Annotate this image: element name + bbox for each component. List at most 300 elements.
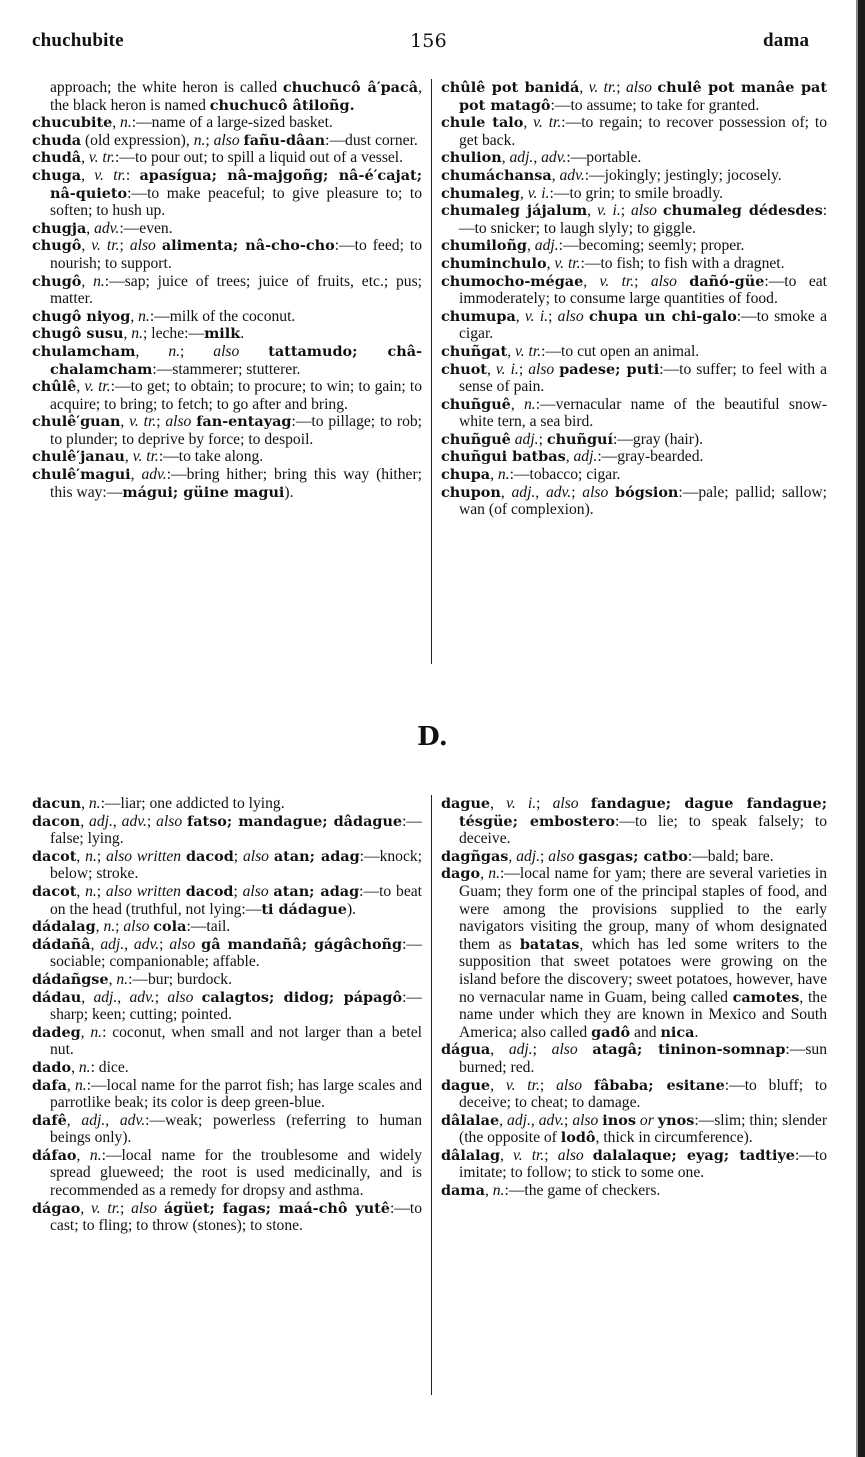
grammar-label: adj. bbox=[516, 847, 541, 865]
definition-text: :—dust corner. bbox=[325, 131, 418, 149]
grammar-label: adj. bbox=[81, 1111, 106, 1129]
definition-text bbox=[239, 343, 268, 360]
definition-text: :—false; lying. bbox=[50, 812, 423, 848]
headword: dáfao bbox=[32, 1146, 77, 1164]
section-heading-d: D. bbox=[417, 722, 448, 752]
definition-text: :—to snicker; to laugh slyly; to giggle. bbox=[459, 202, 828, 237]
grammar-label: also bbox=[213, 131, 240, 149]
definition-text: , the black heron is named bbox=[50, 79, 422, 114]
grammar-label: v. tr. bbox=[129, 413, 157, 431]
dictionary-entry bbox=[441, 1112, 827, 1147]
bold-term: fañu-dâan bbox=[243, 131, 326, 149]
grammar-label: adv. bbox=[94, 219, 120, 237]
dictionary-entry bbox=[32, 343, 422, 378]
grammar-label: also bbox=[582, 483, 609, 501]
definition-text: ; bbox=[548, 307, 558, 325]
definition-text: , bbox=[130, 307, 139, 325]
definition-text: :—to imitate; to follow; to stick to some one. bbox=[459, 1146, 827, 1182]
definition-text: , bbox=[81, 795, 89, 812]
definition-text: , bbox=[583, 272, 600, 290]
column-top-right bbox=[441, 79, 827, 519]
definition-text: , bbox=[76, 1146, 90, 1164]
definition-text: :—sap; juice of trees; juice of fruits, etc.; pus; matter. bbox=[50, 272, 423, 308]
definition-text: ; bbox=[119, 237, 130, 255]
definition-text: :—to get; to obtain; to procure; to win; to gain; to acquire; to bring; to fetch; to go after and bring. bbox=[50, 378, 423, 413]
grammar-label: also bbox=[528, 360, 555, 378]
definition-text: :—weak; powerless (referring to human beings only). bbox=[50, 1111, 422, 1147]
headword: dafê bbox=[32, 1111, 67, 1129]
entry-continuation bbox=[32, 79, 422, 114]
definition-text: :—to assume; to take for granted. bbox=[550, 96, 760, 114]
definition-text: and bbox=[630, 1023, 661, 1041]
definition-text: ; bbox=[205, 131, 214, 149]
grammar-label: v. tr. bbox=[91, 237, 120, 255]
headword: dacun bbox=[32, 795, 82, 812]
definition-text: , bbox=[530, 1111, 539, 1129]
grammar-label: adj. bbox=[89, 812, 113, 830]
bold-term: chupa un chi-galo bbox=[588, 307, 737, 325]
bold-term: chumaleg dédesdes bbox=[662, 202, 823, 220]
dictionary-entry bbox=[441, 149, 827, 167]
definition-text: ; leche:— bbox=[143, 325, 205, 343]
column-bottom-right bbox=[441, 795, 827, 1200]
grammar-label: n. bbox=[120, 114, 132, 132]
dictionary-entry bbox=[32, 132, 422, 150]
grammar-label: also bbox=[572, 1111, 599, 1129]
headword: chuñgui batbas bbox=[441, 448, 566, 466]
definition-text: :—vernacular name of the beautiful snow-white tern, a sea bird. bbox=[459, 395, 828, 431]
definition-text: . bbox=[240, 325, 245, 343]
grammar-label: also bbox=[165, 413, 192, 431]
dictionary-entry bbox=[441, 237, 827, 255]
bold-term: gâ mandañâ; gágâchoñg bbox=[201, 935, 403, 953]
grammar-label: n. bbox=[116, 970, 129, 988]
grammar-label: v. tr. bbox=[88, 149, 116, 167]
dictionary-entry bbox=[32, 989, 422, 1024]
bold-term: chuñguí bbox=[546, 430, 613, 448]
grammar-label: adv. bbox=[559, 166, 585, 184]
definition-text: , bbox=[80, 1023, 91, 1041]
headword: chulamcham bbox=[32, 342, 136, 360]
definition-text: :—bald; bare. bbox=[687, 847, 774, 865]
grammar-label: adj. bbox=[511, 483, 536, 501]
definition-text: , bbox=[484, 1182, 493, 1200]
definition-text: ; bbox=[539, 1076, 557, 1094]
dictionary-entry bbox=[441, 361, 827, 396]
definition-text: , bbox=[490, 1076, 506, 1094]
headword: chulion bbox=[441, 149, 502, 167]
headword: chulê′magui bbox=[32, 466, 131, 484]
dictionary-entry bbox=[441, 202, 827, 237]
headword: chumaleg bbox=[441, 184, 520, 202]
dictionary-entry bbox=[441, 448, 827, 466]
dictionary-entry bbox=[32, 1112, 422, 1147]
definition-text: , bbox=[500, 483, 512, 501]
definition-text: , bbox=[546, 254, 555, 272]
definition-text: approach; the white heron is called bbox=[50, 79, 283, 96]
bold-term: ágüet; fagas; maá-chô yutê bbox=[163, 1199, 390, 1217]
definition-text: :—knock; below; stroke. bbox=[50, 847, 423, 883]
bold-term: chulê pot manâe pat pot matagô bbox=[459, 79, 827, 114]
definition-text: , bbox=[81, 237, 92, 255]
definition-text: :—slim; thin; slender (the opposite of bbox=[459, 1111, 828, 1147]
grammar-label: also bbox=[556, 1076, 583, 1094]
grammar-label: n. bbox=[93, 272, 105, 290]
definition-text: :—gray-bearded. bbox=[597, 448, 704, 466]
definition-text: :—to smoke a cigar. bbox=[459, 307, 827, 343]
definition-text: ; bbox=[532, 1041, 552, 1059]
bold-term: fan-entayag bbox=[196, 413, 292, 431]
headword: chumocho-mégae bbox=[441, 272, 584, 290]
definition-text: , bbox=[490, 795, 507, 812]
definition-text: : bbox=[125, 166, 140, 184]
grammar-label: also bbox=[548, 847, 575, 865]
definition-text: :—to make peaceful; to give pleasure to; to soften; to hush up. bbox=[50, 184, 422, 220]
definition-text: , bbox=[123, 325, 132, 343]
headword: dacon bbox=[32, 812, 81, 830]
definition-text: , bbox=[135, 342, 169, 360]
grammar-label: n. bbox=[131, 325, 143, 343]
grammar-label: v. tr. bbox=[514, 342, 542, 360]
definition-text: , bbox=[500, 1146, 513, 1164]
definition-text: . bbox=[694, 1023, 699, 1041]
definition-text: , bbox=[501, 149, 510, 167]
definition-text: , bbox=[519, 184, 528, 202]
definition-text: :—to grin; to smile broadly. bbox=[549, 184, 724, 202]
grammar-label: also bbox=[557, 307, 584, 325]
definition-text bbox=[584, 1147, 593, 1164]
dictionary-entry bbox=[32, 325, 422, 343]
dictionary-entry bbox=[32, 273, 422, 308]
definition-text: :—to pillage; to rob; to plunder; to deprive by force; to despoil. bbox=[50, 413, 423, 448]
definition-text: :—even. bbox=[119, 219, 173, 237]
grammar-label: also bbox=[552, 795, 579, 812]
grammar-label: v. i. bbox=[527, 184, 550, 202]
bold-term: bógsion bbox=[615, 483, 679, 501]
dictionary-entry bbox=[441, 795, 827, 848]
headword: chuñguê bbox=[441, 430, 511, 448]
grammar-label: n. bbox=[75, 1076, 87, 1094]
definition-text: :—to fish; to fish with a dragnet. bbox=[580, 254, 785, 272]
definition-text: (old expression), bbox=[81, 131, 194, 149]
headword: dague bbox=[441, 795, 491, 812]
definition-text: , bbox=[535, 483, 546, 501]
grammar-label: adv. bbox=[119, 1111, 146, 1129]
definition-text: ; bbox=[180, 342, 214, 360]
headword: chupon bbox=[441, 483, 501, 501]
headword: chuot bbox=[441, 360, 487, 378]
definition-text bbox=[578, 1041, 593, 1058]
grammar-label: also bbox=[630, 202, 657, 220]
definition-text: , bbox=[105, 1111, 120, 1129]
grammar-label: adj. bbox=[534, 237, 559, 255]
grammar-label: v. i. bbox=[524, 307, 549, 325]
definition-text: , bbox=[510, 395, 524, 413]
bold-term: alimenta; nâ-cho-cho bbox=[161, 237, 335, 255]
headword: chucubite bbox=[32, 114, 113, 132]
headword: chuñguê bbox=[441, 395, 511, 413]
grammar-label: v. tr. bbox=[513, 1146, 545, 1164]
grammar-label: v. i. bbox=[506, 795, 537, 812]
headword: chugô niyog bbox=[32, 307, 131, 325]
dictionary-entry bbox=[32, 795, 422, 813]
definition-text: ). bbox=[284, 483, 294, 501]
grammar-label: n. bbox=[193, 131, 206, 149]
definition-text: : dice. bbox=[90, 1058, 129, 1076]
definition-text: , bbox=[587, 202, 597, 220]
dictionary-entry bbox=[32, 448, 422, 466]
definition-text: , bbox=[120, 413, 130, 431]
grammar-label: v. tr. bbox=[84, 378, 111, 396]
grammar-label: v. tr. bbox=[533, 114, 562, 132]
grammar-label: adj. bbox=[514, 430, 539, 448]
headword: dâlalag bbox=[441, 1146, 501, 1164]
definition-text: :—to cut open an animal. bbox=[541, 342, 700, 360]
definition-text: :—local name for the troublesome and widely spread glueweed; the root is used medicinally, and is recommended as a remedy for dropsy and asthma. bbox=[50, 1146, 422, 1200]
dictionary-entry bbox=[441, 185, 827, 203]
grammar-label: adv. bbox=[121, 812, 147, 830]
headword: chulê′janau bbox=[32, 448, 125, 466]
grammar-label: n. bbox=[103, 918, 116, 936]
headword: dádau bbox=[32, 988, 82, 1006]
definition-text: :—becoming; seemly; proper. bbox=[558, 237, 745, 255]
definition-text: :—bring hither; bring this way (hither; this way:— bbox=[50, 466, 422, 501]
headword: dadeg bbox=[32, 1023, 81, 1041]
bold-term: camotes bbox=[732, 988, 800, 1006]
headword: chûlê pot banidá bbox=[441, 79, 580, 96]
definition-text: ; bbox=[564, 1111, 573, 1129]
grammar-label: v. tr. bbox=[588, 79, 617, 96]
definition-text: , bbox=[579, 79, 589, 96]
grammar-label: v. tr. bbox=[505, 1076, 540, 1094]
definition-text: , bbox=[80, 812, 90, 830]
grammar-label: adv. bbox=[541, 149, 567, 167]
dictionary-entry bbox=[441, 1147, 827, 1182]
definition-text: ; bbox=[518, 360, 529, 378]
definition-text: ; bbox=[154, 988, 168, 1006]
definition-text bbox=[157, 1200, 164, 1217]
headword: dádalag bbox=[32, 918, 96, 936]
grammar-label: n. bbox=[524, 395, 536, 413]
header-right-guide-word: dama bbox=[763, 30, 810, 51]
definition-text: , bbox=[108, 970, 117, 988]
definition-text: , bbox=[508, 847, 517, 865]
definition-text: , bbox=[95, 918, 104, 936]
grammar-label: n. bbox=[488, 865, 500, 883]
headword: dague bbox=[441, 1076, 491, 1094]
dictionary-entry bbox=[441, 848, 827, 866]
grammar-label: adj. bbox=[93, 988, 118, 1006]
definition-text: , bbox=[76, 847, 86, 865]
headword: chumupa bbox=[441, 307, 516, 325]
definition-text: , bbox=[81, 272, 94, 290]
definition-text: :—liar; one addicted to lying. bbox=[100, 795, 285, 812]
definition-text: :—sun burned; red. bbox=[459, 1041, 827, 1076]
definition-text: :—to pour out; to spill a liquid out of a vessel. bbox=[115, 149, 404, 167]
grammar-label: also bbox=[551, 1041, 578, 1059]
definition-text: ; bbox=[96, 882, 106, 900]
definition-text: :—to beat on the head (truthful, not lying:— bbox=[50, 882, 422, 918]
bold-term: dalalaque; eyag; tadtiye bbox=[592, 1146, 795, 1164]
headword: dâlalae bbox=[441, 1111, 500, 1129]
dictionary-entry bbox=[32, 1059, 422, 1077]
headword: chule talo bbox=[441, 114, 524, 132]
grammar-label: n. bbox=[88, 795, 101, 812]
dictionary-entry bbox=[441, 343, 827, 361]
headword: dacot bbox=[32, 847, 77, 865]
definition-text: :—to bluff; to deceive; to cheat; to damage. bbox=[459, 1076, 827, 1112]
headword: chuminchulo bbox=[441, 254, 547, 272]
grammar-label: also bbox=[156, 812, 183, 830]
definition-text: , bbox=[112, 812, 122, 830]
grammar-label: v. tr. bbox=[91, 1199, 120, 1217]
dictionary-entry bbox=[441, 79, 827, 114]
definition-text: ; bbox=[120, 1199, 132, 1217]
definition-text: ; bbox=[159, 935, 170, 953]
bold-term: tattamudo; châ-chalamcham bbox=[50, 342, 423, 378]
definition-text: ; bbox=[571, 483, 583, 501]
bold-term: gasgas; catbo bbox=[578, 847, 688, 865]
definition-text: , bbox=[490, 1041, 509, 1059]
bold-term: lodô bbox=[560, 1129, 596, 1147]
definition-text: , thick in circumference). bbox=[595, 1129, 753, 1147]
headword: dama bbox=[441, 1182, 485, 1200]
definition-text: : coconut, when small and not larger than a betel nut. bbox=[50, 1023, 422, 1059]
definition-text: :—pale; pallid; sallow; wan (of complexion). bbox=[459, 483, 828, 519]
headword: chugô bbox=[32, 237, 82, 255]
bold-term: padese; puti bbox=[559, 360, 660, 378]
definition-text: :—local name for the parrot fish; has large scales and parrotlike beak; its color is deep green-blue. bbox=[50, 1076, 422, 1112]
definition-text: ; bbox=[96, 847, 107, 865]
grammar-label: also bbox=[242, 847, 269, 865]
definition-text: ; bbox=[616, 79, 626, 96]
bold-term: ti dádague bbox=[261, 900, 347, 918]
definition-text: :—tail. bbox=[186, 918, 231, 936]
grammar-label: n. bbox=[85, 882, 97, 900]
bold-term: fatso; mandague; dâdague bbox=[187, 812, 403, 830]
dictionary-entry bbox=[32, 1200, 422, 1235]
definition-text: :—milk of the coconut. bbox=[149, 307, 296, 325]
definition-text: , bbox=[124, 448, 133, 466]
dictionary-entry bbox=[441, 1077, 827, 1112]
definition-text: , bbox=[499, 1111, 508, 1129]
definition-text: :—bur; burdock. bbox=[128, 970, 233, 988]
definition-text: :—to feed; to nourish; to support. bbox=[50, 237, 423, 272]
definition-text: :—portable. bbox=[566, 149, 642, 167]
definition-text: , bbox=[507, 342, 515, 360]
headword: dado bbox=[32, 1058, 72, 1076]
bold-term: dacod bbox=[185, 847, 234, 865]
definition-text: ; bbox=[146, 812, 157, 830]
dictionary-entry bbox=[32, 220, 422, 238]
definition-text: , bbox=[515, 307, 525, 325]
bold-term: apasígua; nâ-majgoñg; nâ-é′cajat; nâ-quieto bbox=[50, 166, 423, 202]
bold-term: milk bbox=[204, 325, 241, 343]
page-number: 156 bbox=[410, 30, 447, 52]
grammar-label: adv. bbox=[538, 1111, 564, 1129]
definition-text: ; bbox=[634, 272, 651, 290]
grammar-label: adj. bbox=[507, 1111, 531, 1129]
dictionary-entry bbox=[32, 883, 422, 918]
definition-text: , bbox=[66, 1111, 82, 1129]
definition-text: , bbox=[480, 865, 489, 883]
definition-text: , bbox=[124, 935, 134, 953]
definition-text: ; bbox=[540, 847, 549, 865]
headword: chuga bbox=[32, 166, 82, 184]
definition-text: , bbox=[71, 1058, 79, 1076]
headword: dagñgas bbox=[441, 847, 509, 865]
definition-text: , bbox=[112, 114, 121, 132]
definition-text: ; bbox=[620, 202, 631, 220]
dictionary-entry bbox=[32, 114, 422, 132]
bold-term: gadô bbox=[591, 1023, 631, 1041]
bold-term: nica bbox=[660, 1023, 695, 1041]
grammar-label: v. tr. bbox=[94, 166, 126, 184]
definition-text: , bbox=[551, 166, 560, 184]
grammar-label: also bbox=[650, 272, 677, 290]
definition-text: ). bbox=[346, 900, 357, 918]
dictionary-entry bbox=[32, 413, 422, 448]
headword: chudâ bbox=[32, 149, 82, 167]
dictionary-entry bbox=[32, 813, 422, 848]
grammar-label: n. bbox=[89, 1146, 102, 1164]
dictionary-entry bbox=[441, 865, 827, 1041]
definition-text: :—to take along. bbox=[158, 448, 264, 466]
headword: chugja bbox=[32, 219, 87, 237]
grammar-label: or bbox=[639, 1111, 654, 1129]
headword: chumáchansa bbox=[441, 166, 552, 184]
dictionary-entry bbox=[441, 1041, 827, 1076]
grammar-label: v. i. bbox=[495, 360, 519, 378]
grammar-label: also bbox=[129, 237, 156, 255]
dictionary-entry bbox=[441, 466, 827, 484]
headword: dacot bbox=[32, 882, 77, 900]
definition-text: :—to regain; to recover possession of; to get back. bbox=[459, 114, 828, 149]
headword: dago bbox=[441, 865, 481, 883]
definition-text bbox=[193, 989, 201, 1006]
definition-text: :—sociable; companionable; affable. bbox=[50, 935, 423, 971]
definition-text: :—sharp; keen; cutting; pointed. bbox=[50, 988, 423, 1024]
grammar-label: adj. bbox=[100, 935, 125, 953]
headword: chûlê bbox=[32, 378, 77, 396]
bold-term: fandague; dague fandague; tésgüe; embostero bbox=[459, 795, 828, 830]
definition-text: ; bbox=[544, 1146, 558, 1164]
grammar-label: adj. bbox=[509, 149, 534, 167]
grammar-label: v. tr. bbox=[554, 254, 581, 272]
definition-text: , bbox=[565, 448, 574, 466]
grammar-label: also bbox=[625, 79, 652, 96]
headword: dágao bbox=[32, 1199, 81, 1217]
bold-term: calagtos; didog; pápagô bbox=[201, 988, 403, 1006]
definition-text: , bbox=[66, 1076, 75, 1094]
grammar-label: also bbox=[169, 935, 196, 953]
definition-text: , bbox=[76, 378, 85, 396]
definition-text: , bbox=[81, 988, 94, 1006]
definition-text: :—jokingly; jestingly; jocosely. bbox=[584, 166, 782, 184]
dictionary-entry bbox=[32, 237, 422, 272]
grammar-label: also bbox=[123, 918, 150, 936]
dictionary-entry bbox=[32, 378, 422, 413]
definition-text: :—to cast; to fling; to throw (stones); to stone. bbox=[50, 1199, 423, 1235]
definition-text: :—tobacco; cigar. bbox=[509, 466, 621, 484]
definition-text: :—the game of checkers. bbox=[504, 1182, 661, 1200]
definition-text: , bbox=[81, 149, 89, 167]
dictionary-entry bbox=[32, 918, 422, 936]
grammar-label: v. tr. bbox=[599, 272, 635, 290]
grammar-label: also written bbox=[105, 882, 181, 900]
dictionary-entry bbox=[32, 149, 422, 167]
grammar-label: also bbox=[242, 882, 269, 900]
